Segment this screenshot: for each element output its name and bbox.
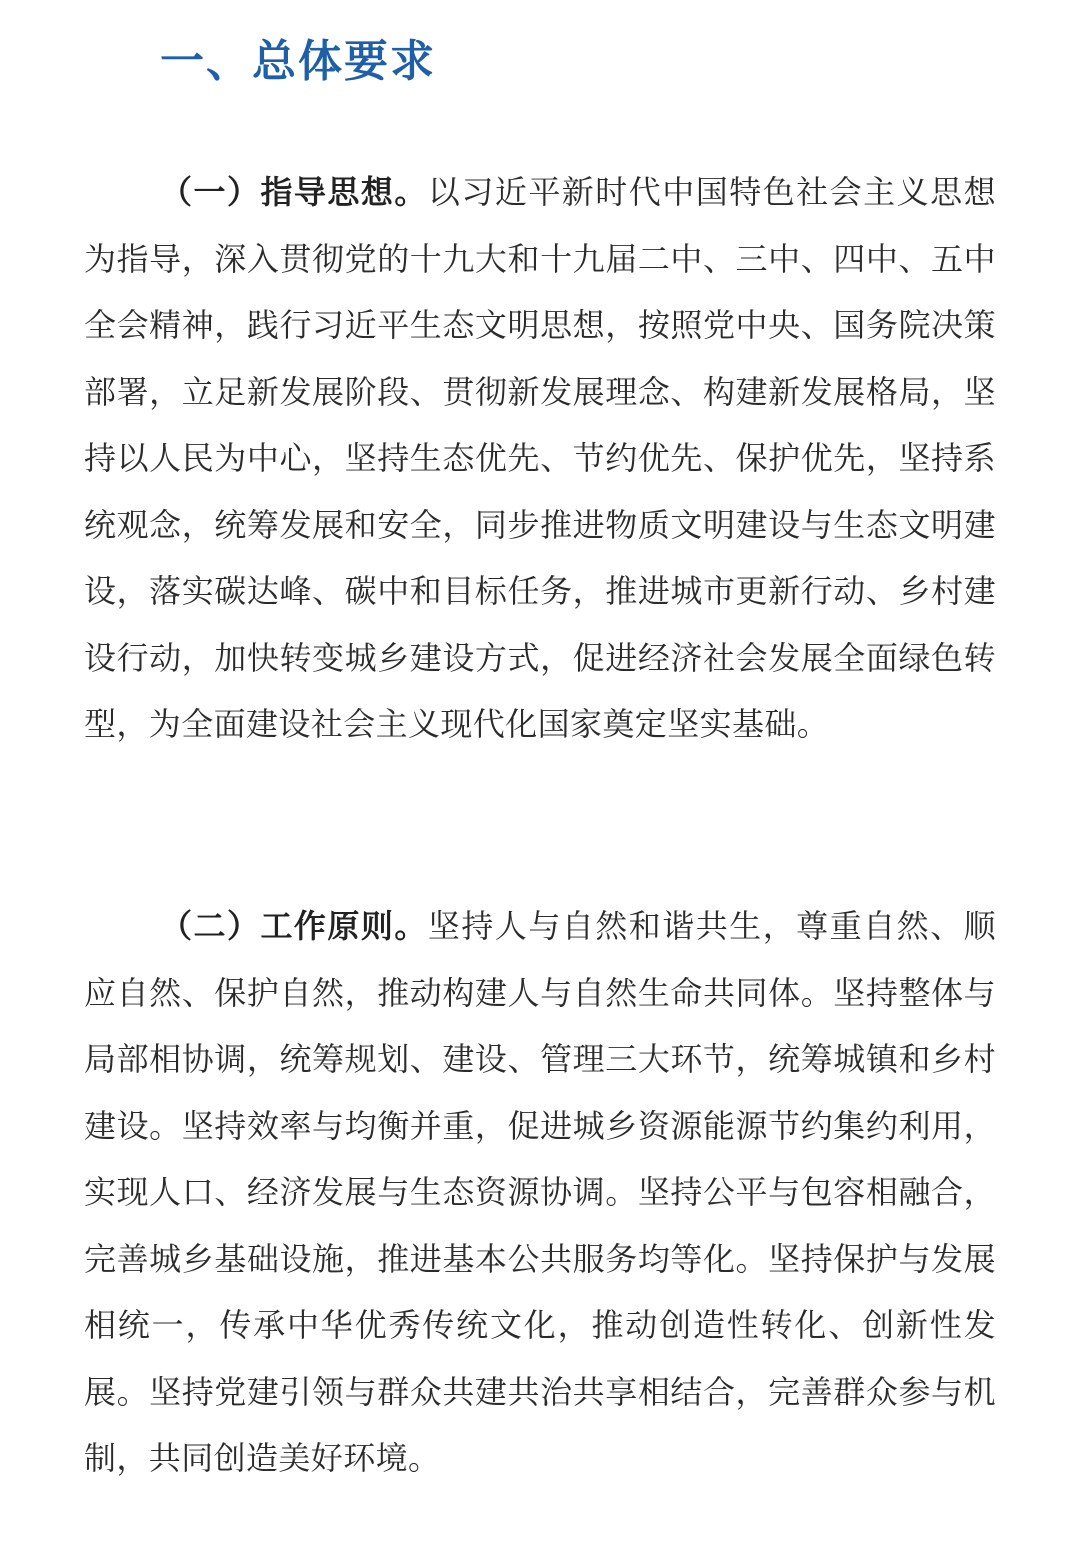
- paragraph-body: 以习近平新时代中国特色社会主义思想为指导，深入贯彻党的十九大和十九届二中、三中、四中、五中全会精神，践行习近平生态文明思想，按照党中央、国务院决策部署，立足新发展阶段、贯彻新发展理念、构建新发展格局，坚持以人民为中心，坚持生态优先、节约优先、保护优先，坚持系统观念，统筹发展和安全，同步推进物质文明建设与生态文明建设，落实碳达峰、碳中和目标任务，推进城市更新行动、乡村建设行动，加快转变城乡建设方式，促进经济社会发展全面绿色转型，为全面建设社会主义现代化国家奠定坚实基础。: [84, 173, 996, 743]
- paragraph-guiding-ideology: [84, 159, 996, 758]
- paragraph-body: 坚持人与自然和谐共生，尊重自然、顺应自然、保护自然，推动构建人与自然生命共同体。坚持整体与局部相协调，统筹规划、建设、管理三大环节，统筹城镇和乡村建设。坚持效率与均衡并重，促进城乡资源能源节约集约利用，实现人口、经济发展与生态资源协调。坚持公平与包容相融合，完善城乡基础设施，推进基本公共服务均等化。坚持保护与发展相统一，传承中华优秀传统文化，推动创造性转化、创新性发展。坚持党建引领与群众共建共治共享相结合，完善群众参与机制，共同创造美好环境。: [84, 907, 996, 1477]
- paragraph-lead: （一）指导思想。: [160, 173, 428, 211]
- paragraph-working-principles: [84, 893, 996, 1492]
- paragraph-lead: （二）工作原则。: [160, 907, 428, 945]
- section-heading: 一、总体要求: [160, 36, 436, 87]
